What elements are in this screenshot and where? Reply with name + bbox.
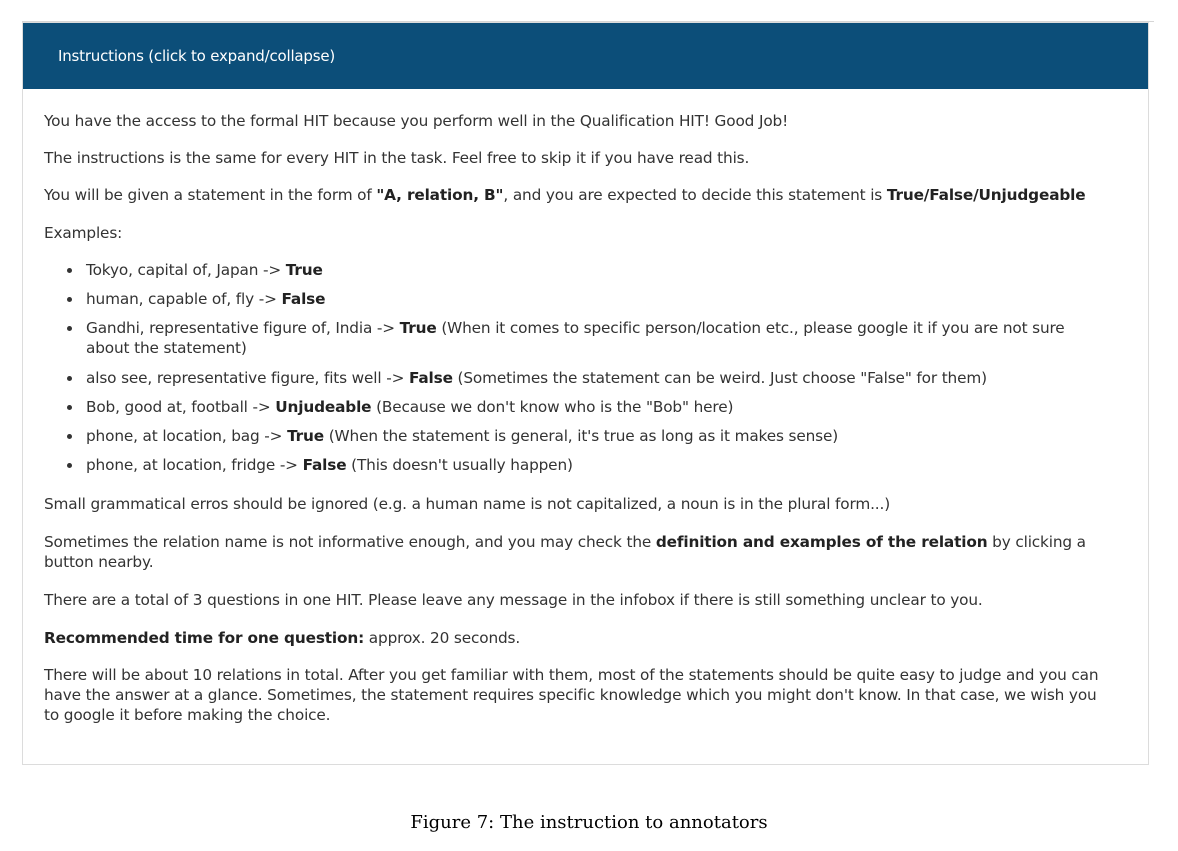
example-item-5 [86, 397, 733, 418]
example-item-1 [86, 260, 323, 281]
bullet [67, 434, 72, 439]
instructions-toggle-header[interactable] [23, 23, 1148, 89]
example-verdict: True [287, 427, 325, 445]
intro-line-2: The instructions is the same for every HIT in the task. Feel free to skip it if you have read this. [44, 149, 750, 167]
relation-note-post: by clicking a [987, 533, 1086, 551]
example-item-4 [86, 368, 987, 389]
intro-line-1: You have the access to the formal HIT because you perform well in the Qualification HIT! Good Job! [44, 112, 789, 130]
statement-format: "A, relation, B" [376, 186, 504, 204]
example-verdict: False [302, 456, 347, 474]
grammar-note: Small grammatical erros should be ignored (e.g. a human name is not capitalized, a noun is in the plural form...) [44, 495, 891, 513]
example-note: (When it comes to specific person/location etc., please google it if you are not sure [436, 319, 1065, 337]
example-item-2 [86, 289, 325, 310]
bullet [67, 297, 72, 302]
closing-line-3: to google it before making the choice. [44, 706, 331, 724]
example-text: phone, at location, fridge -> [86, 456, 303, 474]
example-text: Bob, good at, football -> [86, 398, 276, 416]
example-text: phone, at location, bag -> [86, 427, 288, 445]
statement-pre: You will be given a statement in the form of [44, 186, 377, 204]
example-note: (Because we don't know who is the "Bob" here) [371, 398, 734, 416]
closing-line-2: have the answer at a glance. Sometimes, the statement requires specific knowledge which you might don't know. In that case, we wish you [44, 686, 1097, 704]
relation-note-emphasis: definition and examples of the relation [655, 533, 988, 551]
example-text: human, capable of, fly -> [86, 290, 282, 308]
recommended-time-label: Recommended time for one question: [44, 629, 365, 647]
statement-mid: , and you are expected to decide this statement is [503, 186, 887, 204]
example-verdict: True [285, 261, 323, 279]
example-verdict: False [408, 369, 453, 387]
figure-caption: Figure 7: The instruction to annotators [410, 812, 768, 833]
bullet [67, 268, 72, 273]
bullet [67, 376, 72, 381]
example-item-3 [86, 318, 1065, 339]
example-verdict: False [281, 290, 326, 308]
example-verdict: Unjudeable [275, 398, 372, 416]
relation-note-pre: Sometimes the relation name is not informative enough, and you may check the [44, 533, 656, 551]
example-note: (When the statement is general, it's true as long as it makes sense) [324, 427, 839, 445]
example-note: (This doesn't usually happen) [346, 456, 573, 474]
relation-note [44, 532, 1086, 552]
statement-options: True/False/Unjudgeable [886, 186, 1086, 204]
instructions-header-label: Instructions (click to expand/collapse) [58, 47, 336, 65]
example-text: Gandhi, representative figure of, India -> [86, 319, 400, 337]
statement-line [44, 185, 1086, 205]
example-item-3-continued: about the statement) [86, 339, 247, 357]
recommended-time [44, 628, 520, 648]
example-item-6 [86, 426, 838, 447]
example-verdict: True [399, 319, 437, 337]
recommended-time-value: approx. 20 seconds. [364, 629, 521, 647]
example-item-7 [86, 455, 573, 476]
bullet [67, 326, 72, 331]
instructions-panel [22, 22, 1149, 765]
relation-note-continued: button nearby. [44, 553, 154, 571]
example-text: also see, representative figure, fits well -> [86, 369, 409, 387]
bullet [67, 463, 72, 468]
examples-label: Examples: [44, 224, 123, 242]
bullet [67, 405, 72, 410]
example-text: Tokyo, capital of, Japan -> [86, 261, 286, 279]
example-note: (Sometimes the statement can be weird. Just choose "False" for them) [452, 369, 987, 387]
questions-note: There are a total of 3 questions in one HIT. Please leave any message in the infobox if there is still something unclear to you. [44, 591, 983, 609]
closing-line-1: There will be about 10 relations in total. After you get familiar with them, most of the statements should be quite easy to judge and you can [44, 666, 1099, 684]
